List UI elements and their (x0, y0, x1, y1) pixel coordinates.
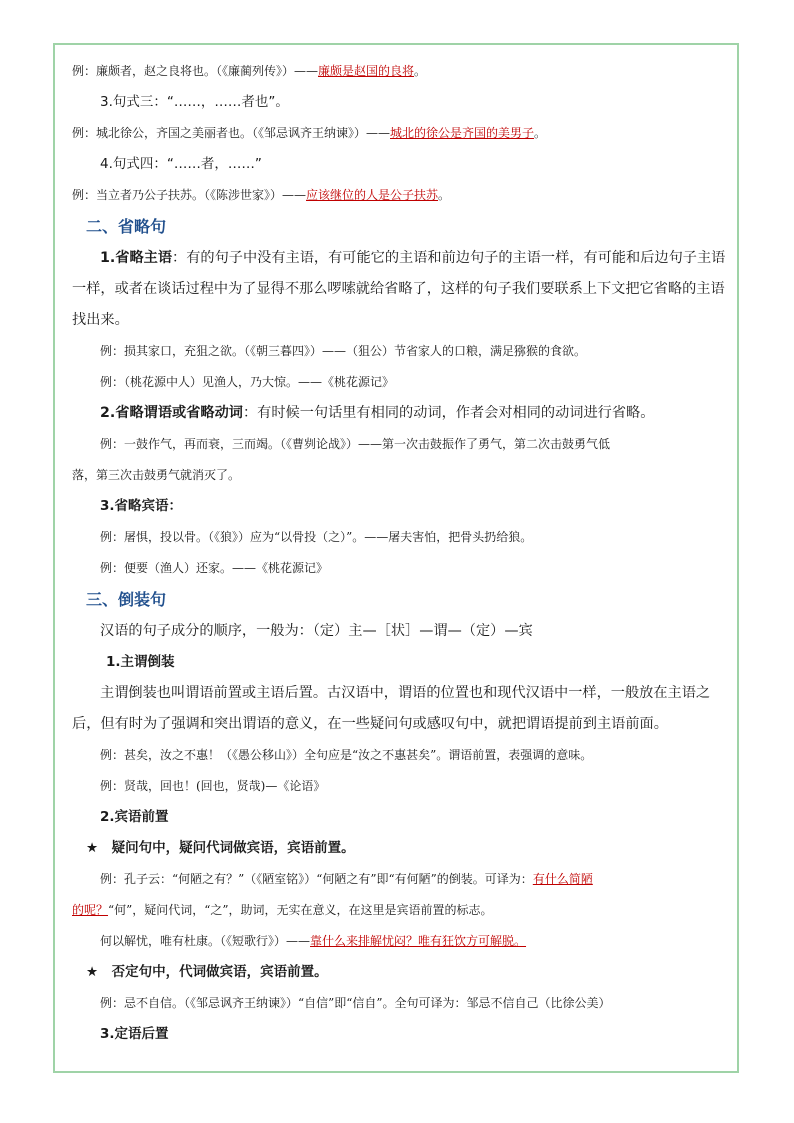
punctuation: 。 (534, 126, 547, 140)
document-body (72, 56, 726, 1050)
answer-text: 靠什么来排解忧闷？唯有狂饮方可解脱。 (310, 934, 527, 948)
subsection-label: 2.省略谓语或省略动词 (100, 405, 243, 421)
answer-text: 有什么简陋 (532, 872, 593, 886)
punctuation: 。 (414, 64, 427, 78)
paragraph-line: 主谓倒装也叫谓语前置或主语后置。古汉语中，谓语的位置也和现代汉语中一样，一般放在主语之 (100, 685, 711, 701)
rule-line: ★ 疑问句中，疑问代词做宾语，宾语前置。 (86, 840, 355, 856)
example-line (72, 180, 722, 211)
example-line (72, 56, 722, 87)
subsection-label: 3.省略宾语： (100, 498, 183, 514)
example-text: 例：孔子云：“何陋之有？”（《陋室铭》）“何陋之有”即“有何陋”的倒装。可译为： (100, 872, 533, 886)
example-text: 例：当立者乃公子扶苏。（《陈涉世家》）—— (72, 188, 307, 202)
example-line: 例：损其家口，充狙之欲。（《朝三暮四》）——（狙公）节省家人的口粮，满足猕猴的食欲。 (100, 344, 587, 358)
paragraph-text: ：有时候一句话里有相同的动词，作者会对相同的动词进行省略。 (242, 405, 655, 421)
example-line: 例：（桃花源中人）见渔人，乃大惊。——《桃花源记》 (100, 375, 395, 389)
pattern-title: 4.句式四：“……者，……” (100, 156, 262, 172)
example-text: 何以解忧，唯有杜康。（《短歌行》）—— (100, 934, 311, 948)
answer-text: 的呢？ (72, 903, 109, 917)
paragraph-line (72, 243, 726, 274)
example-text: 例：城北徐公，齐国之美丽者也。（《邹忌讽齐王纳谏》）—— (72, 126, 391, 140)
subsection-label: 3.定语后置 (100, 1026, 169, 1042)
example-text: 例：廉颇者，赵之良将也。（《廉蔺列传》）—— (72, 64, 319, 78)
example-line: 例：屠惧，投以骨。（《狼》）应为“以骨投（之）”。——屠夫害怕，把骨头扔给狼。 (100, 530, 533, 544)
example-line (72, 864, 722, 895)
paragraph-line: 一样，或者在谈话过程中为了显得不那么啰嗦就给省略了，这样的句子我们要联系上下文把它省略的主语 (72, 281, 725, 297)
example-line (72, 926, 722, 957)
example-line: 例：甚矣，汝之不惠！（《愚公移山》）全句应是“汝之不惠甚矣”。谓语前置，表强调的意味。 (100, 748, 593, 762)
paragraph-text: ：有的句子中没有主语，有可能它的主语和前边句子的主语一样，有可能和后边句子主语 (172, 250, 726, 266)
subsection-label: 1.省略主语 (100, 250, 173, 266)
example-line: 例：忌不自信。（《邹忌讽齐王纳谏》）“自信”即“信自”。全句可译为：邹忌不信自己（比徐公美） (100, 996, 611, 1010)
example-text: “何”，疑问代词，“之”，助词，无实在意义，在这里是宾语前置的标志。 (108, 903, 493, 917)
paragraph-line (72, 398, 722, 429)
example-line (72, 895, 722, 926)
example-line (72, 118, 722, 149)
example-line: 例：一鼓作气，再而衰，三而竭。（《曹刿论战》）——第一次击鼓振作了勇气，第二次击鼓勇气低 (100, 437, 611, 451)
section-heading: 三、倒装句 (86, 590, 167, 609)
example-line: 例：贤哉，回也！(回也，贤哉)—《论语》 (100, 779, 326, 793)
paragraph-line: 后，但有时为了强调和突出谓语的意义，在一些疑问句或感叹句中，就把谓语提前到主语前面。 (72, 716, 668, 732)
subsection-label: 1.主谓倒装 (106, 654, 175, 670)
section-heading: 二、省略句 (86, 217, 167, 236)
example-line: 落，第三次击鼓勇气就消灭了。 (72, 468, 241, 482)
punctuation: 。 (438, 188, 451, 202)
answer-text: 应该继位的人是公子扶苏 (306, 188, 439, 202)
example-line: 例：便要（渔人）还家。——《桃花源记》 (100, 561, 329, 575)
paragraph-line: 汉语的句子成分的顺序，一般为：（定）主—［状］—谓—（定）—宾 (100, 623, 533, 639)
rule-line: ★ 否定句中，代词做宾语，宾语前置。 (86, 964, 328, 980)
answer-text: 廉颇是赵国的良将 (318, 64, 415, 78)
subsection-label: 2.宾语前置 (100, 809, 169, 825)
answer-text: 城北的徐公是齐国的美男子 (390, 126, 535, 140)
paragraph-line: 找出来。 (72, 312, 129, 328)
pattern-title: 3.句式三：“……，……者也”。 (100, 94, 289, 110)
